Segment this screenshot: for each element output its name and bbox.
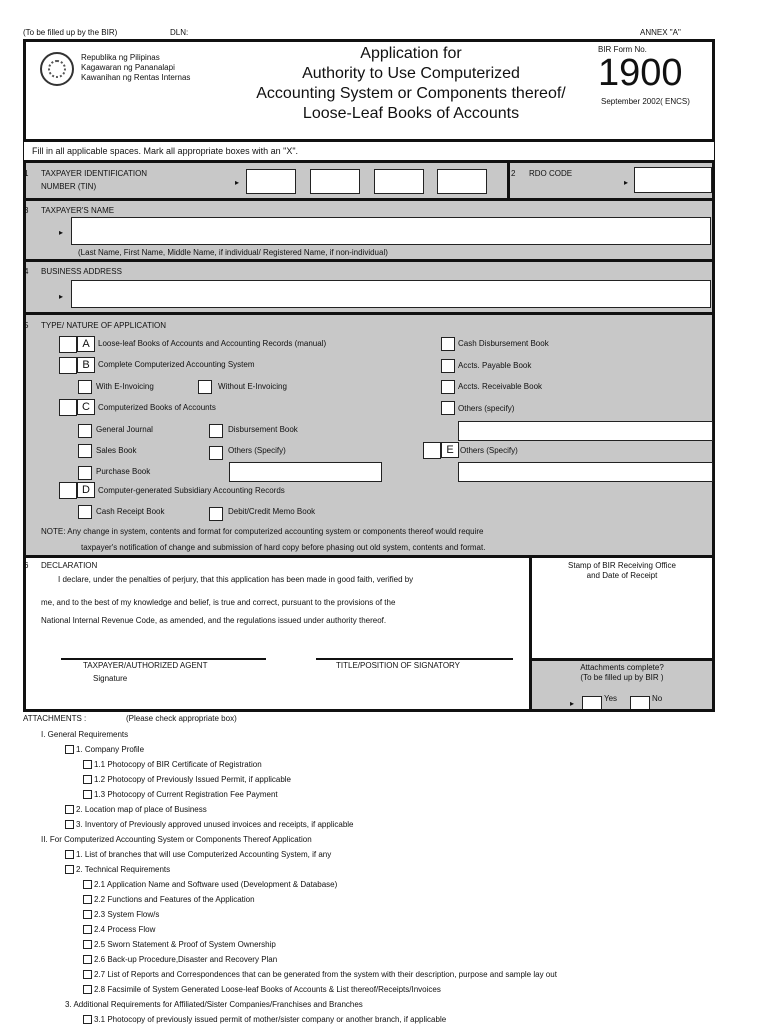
arrow-icon: ▸ — [624, 178, 629, 187]
accts-payable-checkbox[interactable] — [441, 359, 455, 373]
accts-receivable-label: Accts. Receivable Book — [458, 382, 543, 391]
arrow-icon: ▸ — [235, 178, 240, 187]
attachment-text: 2. Location map of place of Business — [76, 805, 207, 814]
title-line: Accounting System or Components thereof/ — [256, 85, 566, 102]
arrow-icon: ▸ — [59, 228, 64, 237]
attachment-text: 1. Company Profile — [76, 745, 145, 754]
arrow-icon: ▸ — [59, 292, 64, 301]
tin-label: TAXPAYER IDENTIFICATION — [41, 169, 148, 178]
dln-label: DLN: — [170, 28, 189, 37]
attachment-text: 2.5 Sworn Statement & Proof of System Ownership — [94, 940, 276, 949]
cash-disbursement-label: Cash Disbursement Book — [458, 339, 549, 348]
debit-credit-checkbox[interactable] — [209, 507, 223, 521]
taxpayer-name-section — [23, 201, 715, 259]
signatory-label: TAXPAYER/AUTHORIZED AGENT — [83, 661, 208, 670]
attachment-checkbox[interactable] — [83, 940, 92, 949]
application-type-section — [23, 315, 715, 555]
attachment-text: 2.4 Process Flow — [94, 925, 156, 934]
declaration-line: I declare, under the penalties of perjury, that this application has been made in good faith, verified by — [58, 575, 414, 584]
without-einvoicing-label: Without E-Invoicing — [218, 382, 287, 391]
cash-receipt-checkbox[interactable] — [78, 505, 92, 519]
option-e-label: Others (Specify) — [460, 446, 518, 455]
option-c-checkbox[interactable] — [59, 399, 77, 416]
option-b-checkbox[interactable] — [59, 357, 77, 374]
purchase-book-label: Purchase Book — [96, 467, 151, 476]
attachment-item — [65, 745, 144, 755]
stamp-label: Stamp of BIR Receiving Office — [568, 561, 676, 570]
sales-book-label: Sales Book — [96, 446, 137, 455]
title-line: Authority to Use Computerized — [302, 65, 520, 82]
stamp-box — [532, 561, 712, 581]
accts-receivable-checkbox[interactable] — [441, 380, 455, 394]
form-header — [23, 39, 715, 142]
attachment-checkbox[interactable] — [83, 880, 92, 889]
form-number: 1900 — [598, 52, 683, 94]
field-number: 4 — [24, 267, 29, 276]
instructions-bar — [23, 142, 715, 160]
attachment-checkbox[interactable] — [83, 790, 92, 799]
attachment-text: II. For Computerized Accounting System or Components Thereof Application — [41, 835, 312, 844]
tin-segment-2[interactable] — [310, 169, 360, 194]
attachment-checkbox[interactable] — [83, 895, 92, 904]
attachments-title: ATTACHMENTS : — [23, 714, 87, 723]
attachments-check-box — [532, 658, 712, 711]
tin-segment-4[interactable] — [437, 169, 487, 194]
taxpayer-name-label: TAXPAYER'S NAME — [41, 206, 115, 215]
sales-book-checkbox[interactable] — [78, 444, 92, 458]
bir-fill-label: (To be filled up by the BIR) — [23, 28, 118, 37]
option-d-checkbox[interactable] — [59, 482, 77, 499]
declaration-line: me, and to the best of my knowledge and belief, is true and correct, pursuant to the provisions of the — [41, 598, 396, 607]
attachment-checkbox[interactable] — [83, 1015, 92, 1024]
attachment-checkbox[interactable] — [83, 970, 92, 979]
purchase-book-checkbox[interactable] — [78, 466, 92, 480]
attachment-text: 2. Technical Requirements — [76, 865, 171, 874]
tin-label-2: NUMBER (TIN) — [41, 182, 97, 191]
attachment-checkbox[interactable] — [65, 805, 74, 814]
option-c-label: Computerized Books of Accounts — [98, 403, 216, 412]
attachment-text: 1. List of branches that will use Computerized Accounting System, if any — [76, 850, 332, 859]
business-address-section — [23, 262, 715, 312]
bir-only-label: (To be filled up by BIR ) — [580, 673, 664, 682]
application-type-label: TYPE/ NATURE OF APPLICATION — [41, 321, 167, 330]
attachment-item — [83, 880, 337, 890]
annex-label: ANNEX "A" — [640, 28, 681, 37]
option-a-letter: A — [77, 336, 95, 352]
disbursement-book-label: Disbursement Book — [228, 425, 298, 434]
general-journal-checkbox[interactable] — [78, 424, 92, 438]
attachments-complete-label: Attachments complete? — [580, 663, 664, 672]
general-journal-label: General Journal — [96, 425, 153, 434]
instructions-text: Fill in all applicable spaces. Mark all appropriate boxes with an "X". — [32, 146, 299, 156]
option-b-label: Complete Computerized Accounting System — [98, 360, 255, 369]
signature-label: Signature — [93, 674, 128, 683]
attachment-item — [41, 835, 312, 845]
attachment-item — [83, 940, 276, 950]
rdo-label: RDO CODE — [529, 169, 573, 178]
attachment-item — [83, 910, 159, 920]
arrow-icon: ▸ — [570, 699, 575, 708]
attachment-checkbox[interactable] — [83, 775, 92, 784]
title-position-label: TITLE/POSITION OF SIGNATORY — [336, 661, 461, 670]
taxpayer-name-input[interactable] — [71, 217, 711, 245]
taxpayer-name-hint: (Last Name, First Name, Middle Name, if individual/ Registered Name, if non-individual) — [78, 248, 388, 257]
accts-payable-label: Accts. Payable Book — [458, 361, 532, 370]
declaration-line: National Internal Revenue Code, as amended, and the regulations issued under authority thereof. — [41, 616, 387, 625]
option-a-label: Loose-leaf Books of Accounts and Accounting Records (manual) — [98, 339, 327, 348]
attachment-checkbox[interactable] — [83, 760, 92, 769]
attachment-item — [41, 730, 128, 740]
rdo-code-input[interactable] — [634, 167, 712, 193]
field-number: 1 — [24, 169, 29, 178]
attachment-checkbox[interactable] — [65, 820, 74, 829]
attachment-text: 3. Inventory of Previously approved unused invoices and receipts, if applicable — [76, 820, 354, 829]
option-a-checkbox[interactable] — [59, 336, 77, 353]
right-others-checkbox[interactable] — [441, 401, 455, 415]
attachment-checkbox[interactable] — [83, 910, 92, 919]
declaration-label: DECLARATION — [41, 561, 98, 570]
option-e-checkbox[interactable] — [423, 442, 441, 459]
attachment-text: 2.1 Application Name and Software used (Development & Database) — [94, 880, 338, 889]
tin-rdo-section — [23, 163, 715, 198]
attachment-checkbox[interactable] — [83, 925, 92, 934]
field-number: 6 — [24, 561, 29, 570]
attachment-text: 1.2 Photocopy of Previously Issued Permit, if applicable — [94, 775, 291, 784]
attachment-checkbox[interactable] — [83, 985, 92, 994]
note-line-1: NOTE: Any change in system, contents and format for computerized accounting system or components thereof would require — [41, 527, 484, 536]
title-line: Loose-Leaf Books of Accounts — [302, 105, 520, 122]
option-e-input[interactable] — [458, 462, 713, 482]
attachment-item — [83, 955, 277, 965]
c-others-input[interactable] — [229, 462, 382, 482]
attachment-checkbox[interactable] — [83, 955, 92, 964]
with-einvoicing-label: With E-Invoicing — [96, 382, 154, 391]
agency-line: Kawanihan ng Rentas Internas — [81, 73, 191, 82]
option-b-letter: B — [77, 357, 95, 373]
attachment-text: 2.2 Functions and Features of the Application — [94, 895, 255, 904]
title-line: Application for — [360, 45, 462, 62]
tin-segment-1[interactable] — [246, 169, 296, 194]
cash-disbursement-checkbox[interactable] — [441, 337, 455, 351]
attachment-text: 2.7 List of Reports and Correspondences that can be generated from the system with their description, purpose and sample lay out — [94, 970, 557, 979]
no-checkbox[interactable] — [630, 696, 650, 710]
attachment-text: 2.6 Back-up Procedure,Disaster and Recovery Plan — [94, 955, 278, 964]
attachment-text: 2.3 System Flow/s — [94, 910, 160, 919]
attachment-item — [83, 760, 262, 770]
declaration-section — [23, 558, 715, 711]
attachment-item — [83, 775, 291, 785]
attachment-text: 3. Additional Requirements for Affiliated/Sister Companies/Franchises and Branches — [65, 1000, 363, 1009]
attachment-text: 1.1 Photocopy of BIR Certificate of Registration — [94, 760, 262, 769]
option-e-letter: E — [441, 442, 459, 458]
attachments-hint: (Please check appropriate box) — [126, 714, 237, 723]
attachment-text: 2.8 Facsimile of System Generated Loose-leaf Books of Accounts & List thereof/Receipts/Invoices — [94, 985, 441, 994]
attachment-item — [83, 985, 441, 995]
attachment-item — [65, 1000, 363, 1010]
no-label: No — [652, 694, 663, 703]
attachment-item — [83, 895, 255, 905]
attachment-checkbox[interactable] — [65, 745, 74, 754]
right-others-input[interactable] — [458, 421, 713, 441]
attachment-item — [65, 820, 354, 830]
attachment-item — [65, 805, 207, 815]
option-c-letter: C — [77, 399, 95, 415]
yes-checkbox[interactable] — [582, 696, 602, 710]
business-address-label: BUSINESS ADDRESS — [41, 267, 122, 276]
field-number: 2 — [511, 169, 516, 178]
note-line-2: taxpayer's notification of change and submission of hard copy before phasing out old system, contents and format. — [81, 543, 486, 552]
cash-receipt-label: Cash Receipt Book — [96, 507, 165, 516]
attachment-text: I. General Requirements — [41, 730, 129, 739]
form-no-label: BIR Form No. — [598, 45, 647, 54]
with-einvoicing-checkbox[interactable] — [78, 380, 92, 394]
c-others-label: Others (Specify) — [228, 446, 286, 455]
attachment-item — [83, 970, 557, 980]
agency-line: Kagawaran ng Pananalapi — [81, 63, 175, 72]
attachment-text: 3.1 Photocopy of previously issued permit of mother/sister company or another branch, if applicable — [94, 1015, 447, 1024]
attachment-item — [65, 865, 170, 875]
business-address-input[interactable] — [71, 280, 711, 308]
tin-segment-3[interactable] — [374, 169, 424, 194]
attachment-item — [83, 790, 278, 800]
disbursement-book-checkbox[interactable] — [209, 424, 223, 438]
attachment-checkbox[interactable] — [65, 850, 74, 859]
attachment-item — [83, 925, 155, 935]
option-d-letter: D — [77, 482, 95, 498]
attachment-checkbox[interactable] — [65, 865, 74, 874]
option-d-label: Computer-generated Subsidiary Accounting Records — [98, 486, 285, 495]
attachment-text: 1.3 Photocopy of Current Registration Fee Payment — [94, 790, 278, 799]
attachment-item — [65, 850, 331, 860]
field-number: 5 — [24, 321, 29, 330]
field-number: 3 — [24, 206, 29, 215]
form-title — [236, 44, 586, 124]
agency-line: Republika ng Pilipinas — [81, 53, 160, 62]
yes-label: Yes — [604, 694, 618, 703]
right-others-label: Others (specify) — [458, 404, 515, 413]
c-others-checkbox[interactable] — [209, 446, 223, 460]
form-edition: September 2002( ENCS) — [601, 97, 690, 106]
bir-seal-icon — [40, 52, 74, 86]
without-einvoicing-checkbox[interactable] — [198, 380, 212, 394]
debit-credit-label: Debit/Credit Memo Book — [228, 507, 316, 516]
stamp-label-2: and Date of Receipt — [586, 571, 658, 580]
